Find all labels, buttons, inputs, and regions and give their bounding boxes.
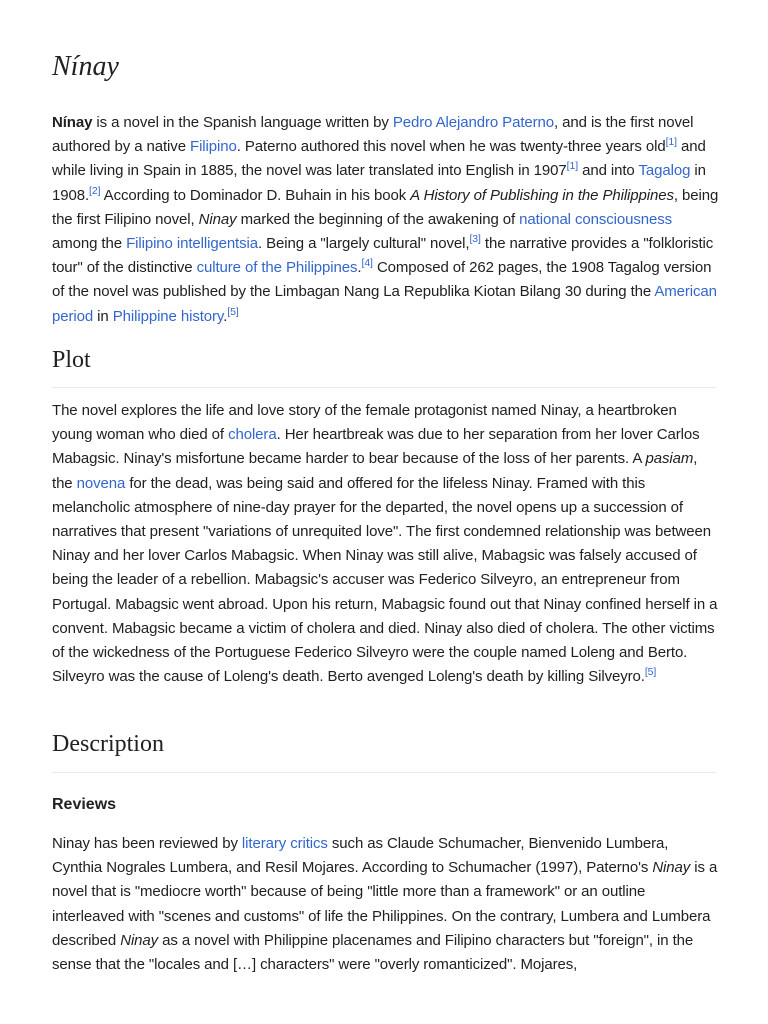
- intro-paragraph: [52, 111, 720, 329]
- ninay-italic: Ninay: [198, 210, 237, 228]
- link-pedro-alejandro-paterno[interactable]: Pedro Alejandro Paterno: [392, 114, 555, 131]
- subsection-heading-reviews: Reviews: [52, 796, 117, 813]
- intro-text: and into: [578, 162, 639, 180]
- reviews-text: as a novel with Philippine placenames and Filipino characters but "foreign", in the sense that the "locales and […] characters" were "overly romanticized". Mojares,: [52, 931, 694, 974]
- intro-text: in: [93, 307, 113, 325]
- intro-text: the narrative provides a "folkloristic tour" of the distinctive: [52, 235, 714, 277]
- page-title: Nínay: [52, 51, 119, 82]
- plot-text: , the: [52, 450, 698, 492]
- reference-marker: [666, 136, 677, 148]
- ref-link-4[interactable]: [4]: [361, 257, 373, 270]
- reference-marker: [469, 233, 480, 245]
- plot-text: . Her heartbreak was due to her separation from her lover Carlos Mabagsic. Ninay's misfortune became harder to bear because of the loss of her parents. A: [52, 426, 700, 468]
- ref-link-3[interactable]: [3]: [469, 233, 481, 246]
- intro-text: and while living in Spain in 1885, the novel was later translated into English in 1907: [52, 138, 706, 180]
- link-literary-critics[interactable]: literary critics: [241, 835, 328, 852]
- intro-text: in 1908.: [52, 162, 706, 204]
- ref-link-5[interactable]: [5]: [227, 305, 239, 318]
- plot-text: for the dead, was being said and offered for the lifeless Ninay. Framed with this melancholic atmosphere of nine-day prayer for the departed, the novel opens up a succession of narratives that present "variations of unrequited love". The first condemned relationship was between Ninay and her lover Carlos Mabagsic. When Ninay was still alive, Mabagsic was falsely accused of being the leader of a rebellion. Mabagsic's accuser was Federico Silveyro, an entrepreneur from Portugal. Mabagsic went abroad. Upon his return, Mabagsic found out that Ninay confined herself in a convent. Mabagsic became a victim of cholera and died. Ninay also died of cholera. The other victims of the wickedness of the Portuguese Federico Silveyro were the couple named Loleng and Berto. Silveyro was the cause of Loleng's death. Berto avenged Loleng's death by killing Silveyro.: [52, 474, 718, 686]
- ref-link-1[interactable]: [1]: [566, 160, 579, 173]
- reference-marker: [89, 185, 100, 197]
- intro-text: , and is the first novel authored by a native: [52, 114, 694, 156]
- intro-text: . Paterno authored this novel when he was twenty-three years old: [236, 138, 666, 156]
- intro-text: , being the first Filipino novel,: [52, 186, 719, 228]
- intro-text: . Being a "largely cultural" novel,: [258, 235, 470, 253]
- link-novena[interactable]: novena: [76, 474, 126, 492]
- intro-text: .: [357, 259, 362, 277]
- link-national-consciousness[interactable]: national consciousness: [519, 210, 673, 228]
- intro-text: among the: [52, 235, 127, 253]
- section-heading-plot: Plot: [52, 347, 91, 373]
- reference-marker: [645, 666, 656, 678]
- link-american-period[interactable]: American period: [52, 283, 717, 325]
- reviews-text: such as Claude Schumacher, Bienvenido Lumbera, Cynthia Nograles Lumbera, and Resil Mojares. According to Schumacher (1997), Paterno's: [52, 835, 669, 877]
- pasiam-italic: pasiam: [645, 450, 694, 468]
- intro-text: Composed of 262 pages, the 1908 Tagalog version of the novel was published by the Limbagan Nang La Republika Kiotan Bilang 30 during the: [52, 259, 712, 301]
- book-title: A History of Publishing in the Philippines: [410, 186, 674, 204]
- plot-text: The novel explores the life and love story of the female protagonist named Ninay, a heartbroken young woman who died of: [52, 402, 677, 444]
- intro-text: marked the beginning of the awakening of: [236, 210, 520, 228]
- ref-link-1[interactable]: [1]: [665, 136, 677, 149]
- link-filipino-intelligentsia[interactable]: Filipino intelligentsia: [126, 235, 259, 253]
- ref-link-5[interactable]: [5]: [644, 666, 657, 679]
- reference-marker: [227, 306, 238, 318]
- ref-link-2[interactable]: [2]: [89, 184, 101, 197]
- link-culture-of-the-philippines[interactable]: culture of the Philippines: [196, 259, 358, 277]
- link-filipino[interactable]: Filipino: [190, 138, 237, 156]
- reviews-text: Ninay has been reviewed by: [52, 835, 242, 852]
- reference-marker: [567, 160, 578, 172]
- link-tagalog[interactable]: Tagalog: [638, 162, 691, 180]
- link-cholera[interactable]: cholera: [228, 426, 277, 444]
- plot-paragraph: [52, 399, 720, 689]
- ninay-italic: Ninay: [120, 931, 159, 949]
- intro-text: According to Dominador D. Buhain in his book: [100, 186, 411, 204]
- section-heading-description: Description: [52, 731, 164, 757]
- reviews-paragraph: [52, 832, 720, 977]
- section-divider: [52, 772, 716, 773]
- section-divider: [52, 387, 716, 388]
- intro-bold-title: Nínay: [52, 114, 93, 131]
- reviews-text: is a novel that is "mediocre worth" because of being "little more than a framework" or an outline interleaved with "scenes and customs" of life the Philippines. On the contrary, Lumbera and Lumbera described: [52, 859, 718, 949]
- ninay-italic: Ninay: [652, 859, 691, 877]
- link-philippine-history[interactable]: Philippine history: [112, 307, 224, 325]
- intro-text: is a novel in the Spanish language written by: [92, 114, 393, 131]
- reference-marker: [362, 257, 373, 269]
- intro-text: .: [223, 307, 228, 325]
